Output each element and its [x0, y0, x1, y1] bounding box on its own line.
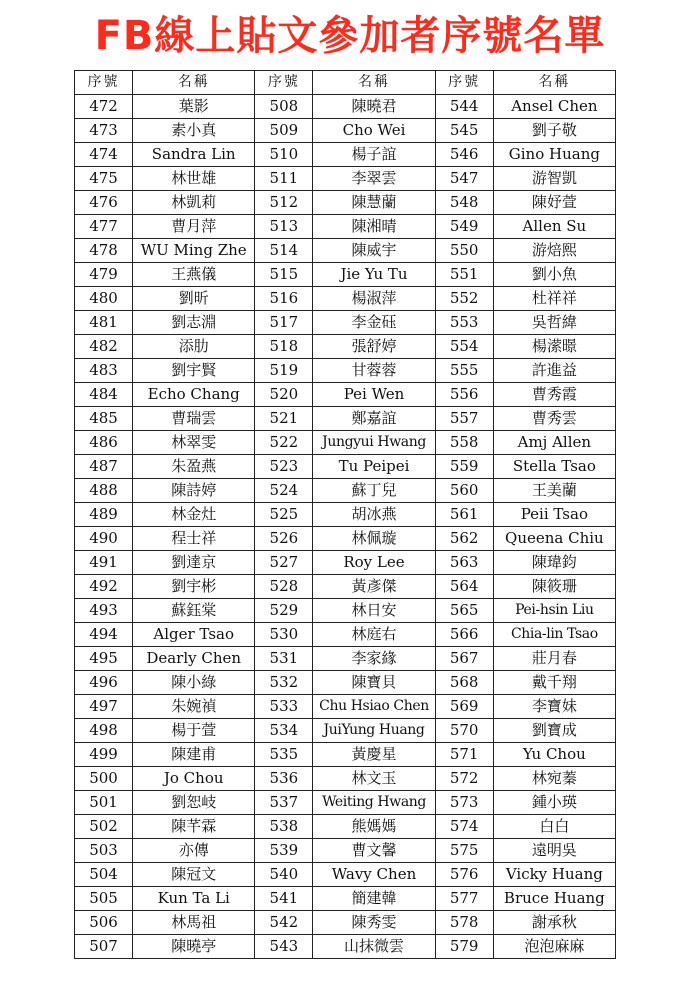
participant-name-cell: 鄭嘉誼 — [313, 407, 435, 431]
serial-number-cell: 525 — [255, 503, 313, 527]
table-row — [75, 815, 616, 839]
serial-number-cell: 543 — [255, 935, 313, 959]
table-header-row — [75, 71, 616, 95]
serial-number-cell: 549 — [435, 215, 493, 239]
serial-number-cell: 544 — [435, 95, 493, 119]
table-row — [75, 407, 616, 431]
column-header-name: 名稱 — [493, 71, 615, 95]
participant-name-cell: 陳筱珊 — [493, 575, 615, 599]
participant-name-cell: 朱盈燕 — [133, 455, 255, 479]
participant-name-cell: 陳妤萱 — [493, 191, 615, 215]
participant-name-cell: Pei Wen — [313, 383, 435, 407]
table-row — [75, 287, 616, 311]
participant-name-cell: 曹秀霞 — [493, 383, 615, 407]
table-row — [75, 791, 616, 815]
participant-name-cell: Allen Su — [493, 215, 615, 239]
serial-number-cell: 533 — [255, 695, 313, 719]
participant-name-cell: 陳小綠 — [133, 671, 255, 695]
serial-number-cell: 561 — [435, 503, 493, 527]
participant-name-cell: 甘蓉蓉 — [313, 359, 435, 383]
serial-number-cell: 510 — [255, 143, 313, 167]
table-row — [75, 311, 616, 335]
serial-number-cell: 538 — [255, 815, 313, 839]
table-row — [75, 839, 616, 863]
serial-number-cell: 535 — [255, 743, 313, 767]
participant-name-cell: 李翠雲 — [313, 167, 435, 191]
serial-number-cell: 567 — [435, 647, 493, 671]
participant-name-cell: 陳湘晴 — [313, 215, 435, 239]
participant-name-cell: 林日安 — [313, 599, 435, 623]
serial-number-cell: 565 — [435, 599, 493, 623]
serial-number-cell: 556 — [435, 383, 493, 407]
participant-name-cell: JuiYung Huang — [313, 719, 435, 743]
serial-number-cell: 522 — [255, 431, 313, 455]
participant-name-cell: Echo Chang — [133, 383, 255, 407]
participant-name-cell: 山抹微雲 — [313, 935, 435, 959]
serial-number-cell: 547 — [435, 167, 493, 191]
participant-name-cell: 白白 — [493, 815, 615, 839]
serial-number-cell: 495 — [75, 647, 133, 671]
serial-number-cell: 505 — [75, 887, 133, 911]
serial-number-cell: 477 — [75, 215, 133, 239]
serial-number-cell: 545 — [435, 119, 493, 143]
participant-name-cell: 林佩璇 — [313, 527, 435, 551]
serial-number-cell: 529 — [255, 599, 313, 623]
table-row — [75, 695, 616, 719]
participant-name-cell: Peii Tsao — [493, 503, 615, 527]
participant-name-cell: 劉寶成 — [493, 719, 615, 743]
table-row — [75, 455, 616, 479]
serial-number-cell: 512 — [255, 191, 313, 215]
participant-name-cell: Dearly Chen — [133, 647, 255, 671]
serial-number-cell: 563 — [435, 551, 493, 575]
serial-number-cell: 572 — [435, 767, 493, 791]
serial-number-cell: 475 — [75, 167, 133, 191]
participant-name-cell: 劉昕 — [133, 287, 255, 311]
serial-number-cell: 573 — [435, 791, 493, 815]
serial-number-cell: 478 — [75, 239, 133, 263]
participant-name-cell: 林馬祖 — [133, 911, 255, 935]
participant-name-cell: Pei-hsin Liu — [493, 599, 615, 623]
table-row — [75, 527, 616, 551]
serial-number-cell: 555 — [435, 359, 493, 383]
serial-number-cell: 496 — [75, 671, 133, 695]
participant-name-cell: 劉志淵 — [133, 311, 255, 335]
participant-name-cell: Ansel Chen — [493, 95, 615, 119]
serial-number-cell: 566 — [435, 623, 493, 647]
table-row — [75, 263, 616, 287]
participant-name-cell: 遠明吳 — [493, 839, 615, 863]
column-header-number: 序號 — [75, 71, 133, 95]
table-row — [75, 383, 616, 407]
serial-number-cell: 476 — [75, 191, 133, 215]
participant-name-cell: Gino Huang — [493, 143, 615, 167]
table-row — [75, 431, 616, 455]
serial-number-cell: 502 — [75, 815, 133, 839]
serial-number-cell: 501 — [75, 791, 133, 815]
serial-number-cell: 524 — [255, 479, 313, 503]
participant-table — [74, 70, 616, 959]
participant-name-cell: 吳哲緯 — [493, 311, 615, 335]
serial-number-cell: 537 — [255, 791, 313, 815]
serial-number-cell: 493 — [75, 599, 133, 623]
participant-name-cell: 陳冠文 — [133, 863, 255, 887]
participant-name-cell: 劉達京 — [133, 551, 255, 575]
participant-name-cell: Bruce Huang — [493, 887, 615, 911]
table-row — [75, 551, 616, 575]
serial-number-cell: 575 — [435, 839, 493, 863]
participant-name-cell: 陳曉亭 — [133, 935, 255, 959]
column-header-name: 名稱 — [313, 71, 435, 95]
participant-name-cell: Stella Tsao — [493, 455, 615, 479]
participant-name-cell: 謝承秋 — [493, 911, 615, 935]
serial-number-cell: 562 — [435, 527, 493, 551]
participant-name-cell: Vicky Huang — [493, 863, 615, 887]
table-row — [75, 647, 616, 671]
serial-number-cell: 532 — [255, 671, 313, 695]
participant-name-cell: 蘇鈺棠 — [133, 599, 255, 623]
participant-name-cell: Wavy Chen — [313, 863, 435, 887]
column-header-name: 名稱 — [133, 71, 255, 95]
serial-number-cell: 536 — [255, 767, 313, 791]
serial-number-cell: 523 — [255, 455, 313, 479]
serial-number-cell: 559 — [435, 455, 493, 479]
table-row — [75, 143, 616, 167]
serial-number-cell: 519 — [255, 359, 313, 383]
serial-number-cell: 509 — [255, 119, 313, 143]
serial-number-cell: 503 — [75, 839, 133, 863]
serial-number-cell: 491 — [75, 551, 133, 575]
participant-name-cell: 楊子誼 — [313, 143, 435, 167]
participant-name-cell: Chia-lin Tsao — [493, 623, 615, 647]
participant-name-cell: 王燕儀 — [133, 263, 255, 287]
participant-name-cell: Yu Chou — [493, 743, 615, 767]
participant-name-cell: 素小真 — [133, 119, 255, 143]
table-row — [75, 167, 616, 191]
participant-name-cell: 劉小魚 — [493, 263, 615, 287]
participant-name-cell: 添肋 — [133, 335, 255, 359]
participant-name-cell: Amj Allen — [493, 431, 615, 455]
participant-name-cell: Chu Hsiao Chen — [313, 695, 435, 719]
serial-number-cell: 552 — [435, 287, 493, 311]
table-row — [75, 911, 616, 935]
serial-number-cell: 479 — [75, 263, 133, 287]
serial-number-cell: 480 — [75, 287, 133, 311]
participant-name-cell: 許進益 — [493, 359, 615, 383]
participant-name-cell: 陳秀雯 — [313, 911, 435, 935]
serial-number-cell: 553 — [435, 311, 493, 335]
participant-name-cell: 陳威宇 — [313, 239, 435, 263]
table-row — [75, 671, 616, 695]
participant-name-cell: Kun Ta Li — [133, 887, 255, 911]
serial-number-cell: 498 — [75, 719, 133, 743]
serial-number-cell: 546 — [435, 143, 493, 167]
column-header-number: 序號 — [435, 71, 493, 95]
serial-number-cell: 557 — [435, 407, 493, 431]
serial-number-cell: 492 — [75, 575, 133, 599]
serial-number-cell: 484 — [75, 383, 133, 407]
table-row — [75, 335, 616, 359]
serial-number-cell: 513 — [255, 215, 313, 239]
participant-name-cell: Jungyui Hwang — [313, 431, 435, 455]
table-row — [75, 239, 616, 263]
participant-name-cell: 劉子敬 — [493, 119, 615, 143]
table-row — [75, 719, 616, 743]
serial-number-cell: 499 — [75, 743, 133, 767]
participant-name-cell: 張舒婷 — [313, 335, 435, 359]
participant-name-cell: 莊月春 — [493, 647, 615, 671]
participant-name-cell: 簡建韓 — [313, 887, 435, 911]
participant-name-cell: 曹文馨 — [313, 839, 435, 863]
table-row — [75, 767, 616, 791]
participant-name-cell: Roy Lee — [313, 551, 435, 575]
participant-name-cell: 游焙熙 — [493, 239, 615, 263]
serial-number-cell: 506 — [75, 911, 133, 935]
participant-name-cell: 陳慧蘭 — [313, 191, 435, 215]
serial-number-cell: 541 — [255, 887, 313, 911]
participant-name-cell: 陳曉君 — [313, 95, 435, 119]
participant-name-cell: 戴千翔 — [493, 671, 615, 695]
participant-name-cell: 鍾小瑛 — [493, 791, 615, 815]
participant-name-cell: 林世雄 — [133, 167, 255, 191]
page-title: FB線上貼文參加者序號名單 — [94, 13, 606, 59]
participant-name-cell: 泡泡麻麻 — [493, 935, 615, 959]
serial-number-cell: 531 — [255, 647, 313, 671]
serial-number-cell: 560 — [435, 479, 493, 503]
serial-number-cell: 568 — [435, 671, 493, 695]
serial-number-cell: 579 — [435, 935, 493, 959]
serial-number-cell: 487 — [75, 455, 133, 479]
serial-number-cell: 569 — [435, 695, 493, 719]
participant-name-cell: 楊淑萍 — [313, 287, 435, 311]
participant-name-cell: 熊媽媽 — [313, 815, 435, 839]
serial-number-cell: 520 — [255, 383, 313, 407]
participant-name-cell: 李金砡 — [313, 311, 435, 335]
serial-number-cell: 500 — [75, 767, 133, 791]
serial-number-cell: 577 — [435, 887, 493, 911]
participant-name-cell: Sandra Lin — [133, 143, 255, 167]
participant-name-cell: 林庭右 — [313, 623, 435, 647]
serial-number-cell: 530 — [255, 623, 313, 647]
participant-name-cell: Cho Wei — [313, 119, 435, 143]
participant-name-cell: 曹月萍 — [133, 215, 255, 239]
table-row — [75, 575, 616, 599]
serial-number-cell: 507 — [75, 935, 133, 959]
serial-number-cell: 482 — [75, 335, 133, 359]
participant-name-cell: 黃彥傑 — [313, 575, 435, 599]
table-row — [75, 359, 616, 383]
serial-number-cell: 511 — [255, 167, 313, 191]
serial-number-cell: 540 — [255, 863, 313, 887]
serial-number-cell: 508 — [255, 95, 313, 119]
table-row — [75, 887, 616, 911]
participant-name-cell: 林文玉 — [313, 767, 435, 791]
participant-name-cell: 曹瑞雲 — [133, 407, 255, 431]
serial-number-cell: 550 — [435, 239, 493, 263]
participant-name-cell: 劉宇彬 — [133, 575, 255, 599]
participant-name-cell: 劉宇賢 — [133, 359, 255, 383]
participant-name-cell: 亦傳 — [133, 839, 255, 863]
serial-number-cell: 515 — [255, 263, 313, 287]
serial-number-cell: 527 — [255, 551, 313, 575]
participant-name-cell: 陳寶貝 — [313, 671, 435, 695]
serial-number-cell: 488 — [75, 479, 133, 503]
serial-number-cell: 526 — [255, 527, 313, 551]
serial-number-cell: 564 — [435, 575, 493, 599]
serial-number-cell: 554 — [435, 335, 493, 359]
participant-name-cell: 陳建甫 — [133, 743, 255, 767]
serial-number-cell: 485 — [75, 407, 133, 431]
serial-number-cell: 528 — [255, 575, 313, 599]
participant-name-cell: WU Ming Zhe — [133, 239, 255, 263]
table-row — [75, 599, 616, 623]
serial-number-cell: 548 — [435, 191, 493, 215]
serial-number-cell: 551 — [435, 263, 493, 287]
participant-name-cell: 陳芊霖 — [133, 815, 255, 839]
participant-name-cell: 陳瑋鈞 — [493, 551, 615, 575]
serial-number-cell: 514 — [255, 239, 313, 263]
table-row — [75, 191, 616, 215]
table-row — [75, 215, 616, 239]
participant-name-cell: Alger Tsao — [133, 623, 255, 647]
participant-name-cell: 王美蘭 — [493, 479, 615, 503]
participant-name-cell: 李家緣 — [313, 647, 435, 671]
serial-number-cell: 574 — [435, 815, 493, 839]
table-row — [75, 935, 616, 959]
table-row — [75, 623, 616, 647]
participant-name-cell: Jie Yu Tu — [313, 263, 435, 287]
serial-number-cell: 474 — [75, 143, 133, 167]
serial-number-cell: 481 — [75, 311, 133, 335]
serial-number-cell: 570 — [435, 719, 493, 743]
table-row — [75, 95, 616, 119]
participant-name-cell: Weiting Hwang — [313, 791, 435, 815]
table-row — [75, 503, 616, 527]
serial-number-cell: 494 — [75, 623, 133, 647]
serial-number-cell: 542 — [255, 911, 313, 935]
participant-name-cell: 林翠雯 — [133, 431, 255, 455]
participant-name-cell: 楊潆暻 — [493, 335, 615, 359]
participant-name-cell: Jo Chou — [133, 767, 255, 791]
participant-name-cell: 林宛蓁 — [493, 767, 615, 791]
participant-name-cell: 李寶妹 — [493, 695, 615, 719]
participant-name-cell: 朱婉禎 — [133, 695, 255, 719]
participant-name-cell: Queena Chiu — [493, 527, 615, 551]
table-body — [75, 95, 616, 959]
table-row — [75, 479, 616, 503]
participant-name-cell: 劉恕岐 — [133, 791, 255, 815]
serial-number-cell: 558 — [435, 431, 493, 455]
participant-name-cell: 林金灶 — [133, 503, 255, 527]
serial-number-cell: 517 — [255, 311, 313, 335]
serial-number-cell: 578 — [435, 911, 493, 935]
participant-name-cell: 陳詩婷 — [133, 479, 255, 503]
participant-name-cell: 蘇丁兒 — [313, 479, 435, 503]
serial-number-cell: 486 — [75, 431, 133, 455]
serial-number-cell: 489 — [75, 503, 133, 527]
serial-number-cell: 483 — [75, 359, 133, 383]
participant-name-cell: 葉影 — [133, 95, 255, 119]
participant-name-cell: 曹秀雲 — [493, 407, 615, 431]
participant-name-cell: 游智凱 — [493, 167, 615, 191]
serial-number-cell: 539 — [255, 839, 313, 863]
table-row — [75, 863, 616, 887]
serial-number-cell: 516 — [255, 287, 313, 311]
serial-number-cell: 518 — [255, 335, 313, 359]
serial-number-cell: 473 — [75, 119, 133, 143]
serial-number-cell: 576 — [435, 863, 493, 887]
participant-name-cell: 林凱莉 — [133, 191, 255, 215]
serial-number-cell: 521 — [255, 407, 313, 431]
table-row — [75, 743, 616, 767]
serial-number-cell: 497 — [75, 695, 133, 719]
serial-number-cell: 571 — [435, 743, 493, 767]
participant-name-cell: 胡冰燕 — [313, 503, 435, 527]
column-header-number: 序號 — [255, 71, 313, 95]
participant-name-cell: 杜祥祥 — [493, 287, 615, 311]
participant-name-cell: Tu Peipei — [313, 455, 435, 479]
participant-name-cell: 黃慶星 — [313, 743, 435, 767]
participant-name-cell: 楊于萱 — [133, 719, 255, 743]
serial-number-cell: 472 — [75, 95, 133, 119]
serial-number-cell: 504 — [75, 863, 133, 887]
serial-number-cell: 490 — [75, 527, 133, 551]
participant-name-cell: 程士祥 — [133, 527, 255, 551]
serial-number-cell: 534 — [255, 719, 313, 743]
table-row — [75, 119, 616, 143]
